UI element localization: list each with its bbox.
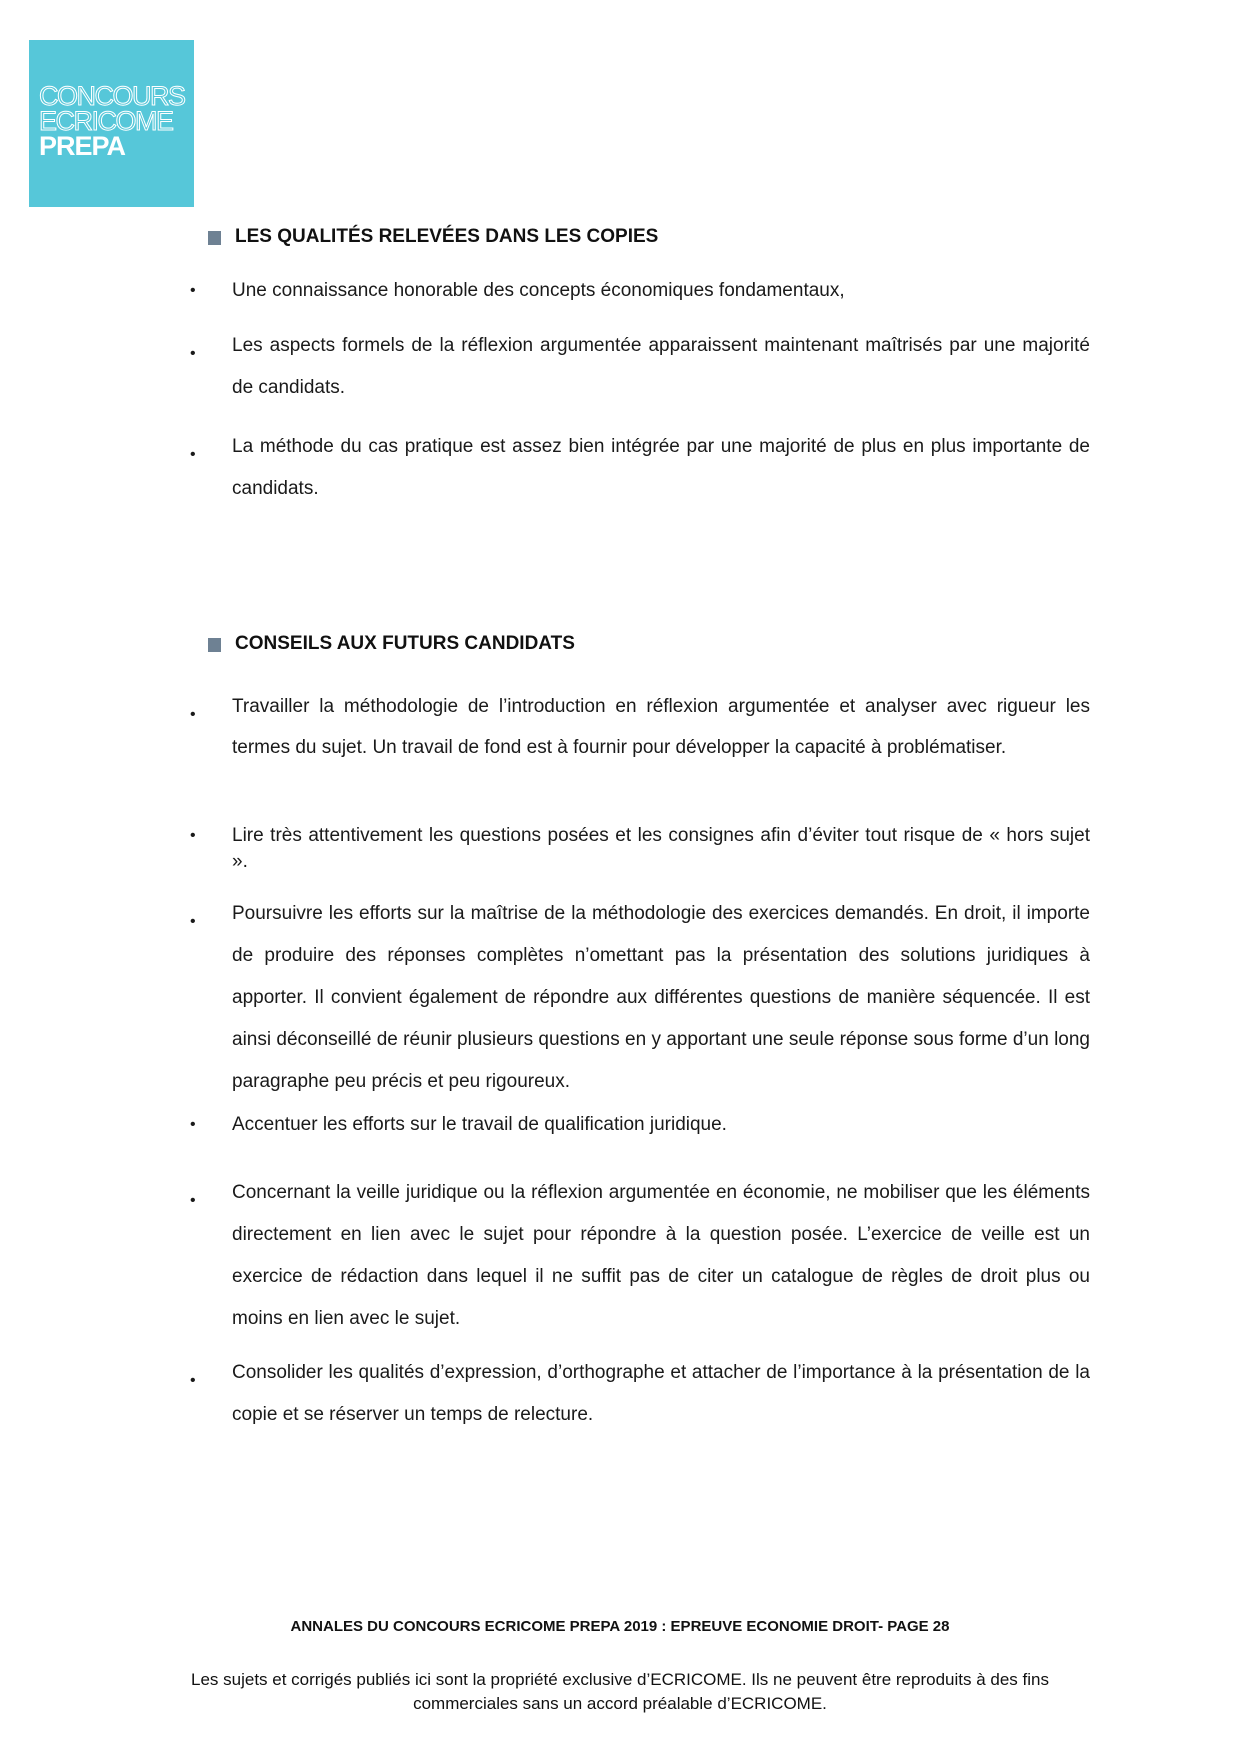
section-heading-text: LES QUALITÉS RELEVÉES DANS LES COPIES: [235, 226, 659, 247]
footer-title: ANNALES DU CONCOURS ECRICOME PREPA 2019 : EPREUVE ECONOMIE DROIT- PAGE 28: [290, 1618, 950, 1635]
list-item-text: Consolider les qualités d’expression, d’orthographe et attacher de l’importance à la présentation de la copie et se réserver un temps de relecture.: [232, 1362, 1090, 1425]
footer-note: Les sujets et corrigés publiés ici sont la propriété exclusive d’ECRICOME. Ils ne peuvent être reproduits à des fins commerciales sans un accord préalable d’ECRICOME.: [191, 1670, 1049, 1713]
logo-line-concours: CONCOURS: [39, 81, 185, 111]
list-item-text: Concernant la veille juridique ou la réflexion argumentée en économie, ne mobiliser que les éléments directement en lien avec le sujet pour répondre à la question posée. L’exercice de veille est un exercice de rédaction dans lequel il ne suffit pas de citer un catalogue de règles de droit plus ou moins en lien avec le sujet.: [232, 1182, 1090, 1329]
bullet-icon: •: [190, 1116, 196, 1133]
heading-square-icon: [208, 638, 221, 652]
ecricome-logo: [29, 40, 194, 207]
list-item-text: Lire très attentivement les questions posées et les consignes afin d’éviter tout risque de « hors sujet ».: [232, 825, 1090, 872]
list-item-text: La méthode du cas pratique est assez bien intégrée par une majorité de plus en plus importante de candidats.: [232, 436, 1090, 499]
bullet-icon: •: [190, 282, 196, 299]
logo-line-ecricome: ECRICOME: [39, 106, 173, 136]
list-item-text: Une connaissance honorable des concepts économiques fondamentaux,: [232, 280, 845, 301]
list-item-text: Accentuer les efforts sur le travail de qualification juridique.: [232, 1114, 727, 1135]
bullet-icon: •: [190, 1372, 196, 1389]
list-item-text: Les aspects formels de la réflexion argumentée apparaissent maintenant maîtrisés par une majorité de candidats.: [232, 335, 1090, 398]
bullet-icon: •: [190, 913, 196, 930]
bullet-icon: •: [190, 446, 196, 463]
list-item-text: Travailler la méthodologie de l’introduction en réflexion argumentée et analyser avec rigueur les termes du sujet. Un travail de fond est à fournir pour développer la capacité à problématiser.: [232, 696, 1090, 758]
section-heading-text: CONSEILS AUX FUTURS CANDIDATS: [235, 633, 575, 654]
bullet-icon: •: [190, 345, 196, 362]
bullet-icon: •: [190, 827, 196, 844]
bullet-icon: •: [190, 1192, 196, 1209]
logo-line-prepa: PREPA: [39, 131, 126, 161]
heading-square-icon: [208, 231, 221, 245]
list-item-text: Poursuivre les efforts sur la maîtrise de la méthodologie des exercices demandés. En droit, il importe de produire des réponses complètes n’omettant pas la présentation des solutions juridiques à apporter. Il convient également de répondre aux différentes questions de manière séquencée. Il est ainsi déconseillé de réunir plusieurs questions en y apportant une seule réponse sous forme d’un long paragraphe peu précis et peu rigoureux.: [232, 903, 1090, 1092]
bullet-icon: •: [190, 706, 196, 723]
